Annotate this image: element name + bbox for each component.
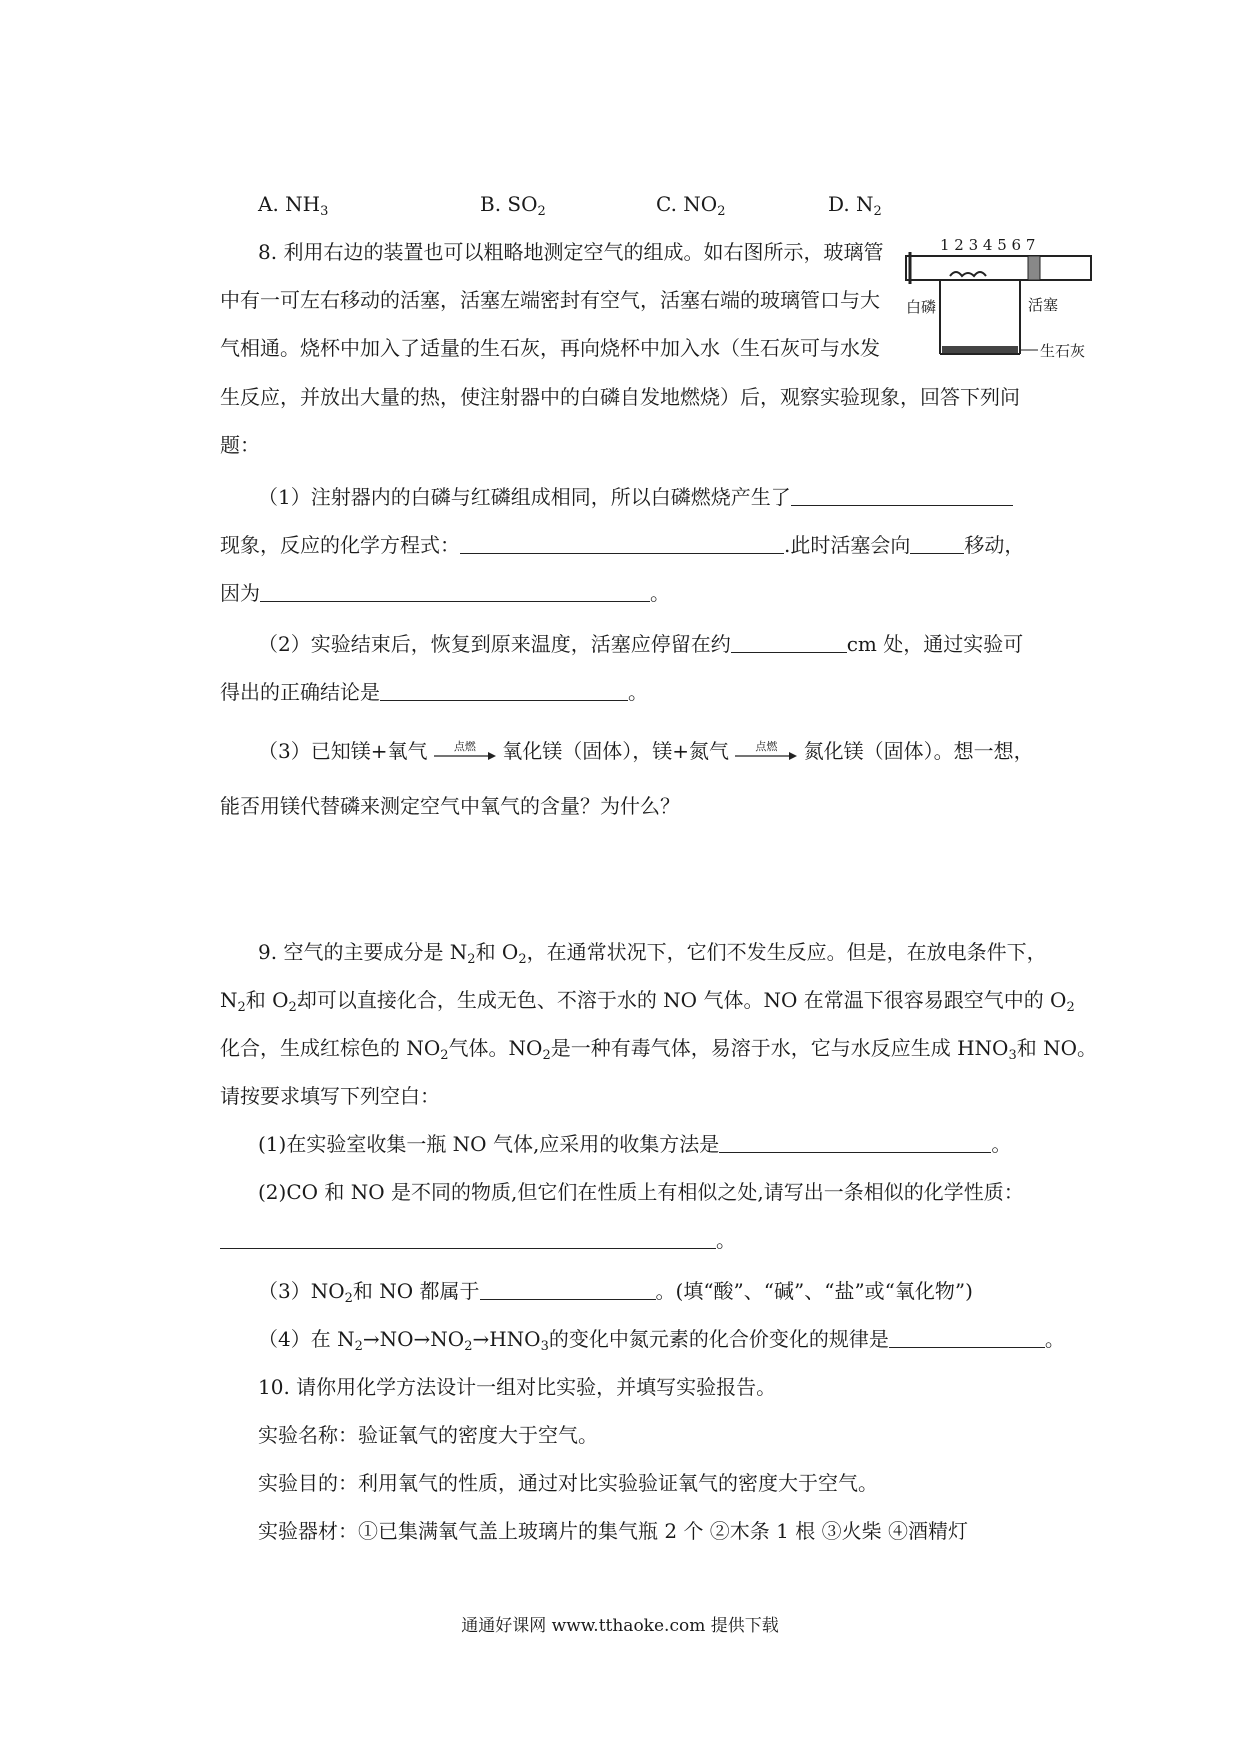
q9-part4-text-a: （4）在 N: [258, 1327, 355, 1351]
answer-blank-9-4[interactable]: [889, 1327, 1045, 1348]
q9-l1-b: 和 O: [475, 940, 519, 964]
option-c-sub: 2: [717, 204, 726, 219]
q9-part1-text-a: (1)在实验室收集一瓶 NO 气体,应采用的收集方法是: [258, 1132, 720, 1156]
q8-part1-line-2: [220, 533, 1024, 557]
answer-blank-8-1d[interactable]: [260, 581, 650, 602]
answer-blank-8-2a[interactable]: [731, 632, 847, 653]
option-d-sub: 2: [873, 204, 882, 219]
q8-part2-line-1: [258, 632, 1023, 656]
sub-2: 2: [464, 1339, 473, 1354]
q9-part4-text-c: →HNO: [472, 1327, 541, 1351]
answer-blank-8-1c[interactable]: [910, 533, 964, 554]
q8-line-5: 题：: [220, 433, 260, 457]
apparatus-figure: [900, 236, 1100, 366]
q9-line-1: [258, 940, 1047, 967]
sub-2: 2: [288, 1000, 297, 1015]
q9-part4-text-b: →NO→NO: [362, 1327, 465, 1351]
figure-scale: 1 2 3 4 5 6 7: [940, 236, 1036, 254]
q8-part1-text-b: 现象，反应的化学方程式：: [220, 533, 460, 557]
q10-line-2: 实验名称：验证氧气的密度大于空气。: [258, 1423, 598, 1447]
q8-part1-line-1: [258, 485, 1013, 509]
q8-part2-text-d: 。: [628, 680, 648, 704]
q10-line-1: 10. 请你用化学方法设计一组对比实验，并填写实验报告。: [258, 1375, 777, 1399]
q9-l1-a: 9. 空气的主要成分是 N: [258, 940, 468, 964]
sub-2: 2: [518, 952, 527, 967]
q8-part1-text-f: 。: [650, 581, 670, 605]
q8-line-2: 中有一可左右移动的活塞，活塞左端密封有空气，活塞右端的玻璃管口与大: [220, 288, 880, 312]
q9-part2-line-1: (2)CO 和 NO 是不同的物质,但它们在性质上有相似之处,请写出一条相似的化学性质：: [258, 1180, 1024, 1204]
q9-part3-text-a: （3）NO: [258, 1279, 345, 1303]
page-footer: 通通好课网 www.tthaoke.com 提供下载: [461, 1616, 779, 1636]
q9-part1-text-b: 。: [991, 1132, 1012, 1156]
sub-2: 2: [467, 952, 476, 967]
q9-part3-text-b: 和 NO 都属于: [352, 1279, 480, 1303]
sub-2: 2: [354, 1339, 363, 1354]
option-a: [258, 192, 329, 219]
q8-part1-text-e: 因为: [220, 581, 260, 605]
q9-part4: [258, 1327, 1065, 1354]
q8-part3-text-b: 氧化镁（固体），镁+氮气: [502, 739, 729, 763]
q9-l3-b: 气体。NO: [448, 1036, 543, 1060]
reaction-arrow-2: [735, 741, 797, 765]
q9-l2-a: N: [220, 988, 238, 1012]
option-b-text: B. SO: [480, 192, 538, 216]
answer-blank-8-1b[interactable]: [460, 533, 784, 554]
q9-l2-b: 和 O: [245, 988, 289, 1012]
q9-part4-text-e: 。: [1044, 1327, 1065, 1351]
q9-part2-line-2: [220, 1228, 736, 1252]
answer-blank-8-1a[interactable]: [791, 485, 1013, 506]
q9-l3-d: 和 NO。: [1016, 1036, 1097, 1060]
option-d-text: D. N: [828, 192, 874, 216]
q9-line-2: [220, 988, 1075, 1015]
figure-label-piston: 活塞: [1028, 296, 1059, 314]
q9-part4-text-d: 的变化中氮元素的化合价变化的规律是: [548, 1327, 889, 1351]
q9-part2-text-b: 。: [716, 1228, 736, 1252]
q9-part3: [258, 1279, 973, 1306]
figure-label-white-phosphorus: 白磷: [906, 298, 937, 316]
option-c: [656, 192, 726, 219]
answer-blank-9-2[interactable]: [220, 1228, 716, 1249]
q10-line-4: 实验器材：①已集满氧气盖上玻璃片的集气瓶 2 个 ②木条 1 根 ③火柴 ④酒精灯: [258, 1519, 968, 1543]
reaction-condition-2: 点燃: [755, 739, 778, 753]
sub-2: 2: [237, 1000, 246, 1015]
figure-label-quicklime: 生石灰: [1040, 342, 1086, 360]
q9-part3-text-c: 。(填“酸”、“碱”、“盐”或“氧化物”): [655, 1279, 973, 1303]
q8-part1-text-d: 移动，: [964, 533, 1025, 557]
q8-part2-text-b: cm 处，通过实验可: [846, 632, 1024, 656]
q8-part3-text-a: （3）已知镁+氧气: [258, 739, 428, 763]
q8-part2-line-2: [220, 680, 648, 704]
q9-l1-c: ，在通常状况下，它们不发生反应。但是，在放电条件下，: [526, 940, 1047, 964]
option-a-sub: 3: [320, 204, 329, 219]
q8-line-4: 生反应，并放出大量的热，使注射器中的白磷自发地燃烧）后，观察实验现象，回答下列问: [220, 385, 1020, 409]
arrow-icon: [735, 751, 797, 761]
option-b: [480, 192, 546, 219]
q8-part1-text-a: （1）注射器内的白磷与红磷组成相同，所以白磷燃烧产生了: [258, 485, 791, 509]
sub-2: 2: [344, 1291, 353, 1306]
answer-blank-8-2b[interactable]: [380, 680, 628, 701]
q10-line-3: 实验目的：利用氧气的性质，通过对比实验验证氧气的密度大于空气。: [258, 1471, 878, 1495]
option-d: [828, 192, 882, 219]
answer-blank-9-3[interactable]: [480, 1279, 656, 1300]
sub-3: 3: [540, 1339, 549, 1354]
q8-part3-line-1: [258, 739, 1034, 765]
arrow-icon: [434, 751, 496, 761]
q9-line-4: 请按要求填写下列空白：: [220, 1084, 440, 1108]
q9-part1: [258, 1132, 1011, 1156]
q8-line-1: 8. 利用右边的装置也可以粗略地测定空气的组成。如右图所示，玻璃管: [258, 240, 884, 264]
option-a-text: A. NH: [258, 192, 321, 216]
reaction-arrow-1: [434, 741, 496, 765]
q9-l3-a: 化合，生成红棕色的 NO: [220, 1036, 441, 1060]
q8-part3-text-c: 氮化镁（固体）。想一想，: [803, 739, 1034, 763]
q8-part1-text-c: .此时活塞会向: [784, 533, 911, 557]
q8-part1-line-3: [220, 581, 670, 605]
q9-l2-c: 却可以直接化合，生成无色、不溶于水的 NO 气体。NO 在常温下很容易跟空气中的 O: [296, 988, 1067, 1012]
sub-2: 2: [440, 1048, 449, 1063]
sub-2: 2: [1066, 1000, 1075, 1015]
q8-part2-text-a: （2）实验结束后，恢复到原来温度，活塞应停留在约: [258, 632, 731, 656]
q9-l3-c: 是一种有毒气体，易溶于水，它与水反应生成 HNO: [550, 1036, 1009, 1060]
q9-line-3: [220, 1036, 1097, 1063]
q8-line-3: 气相通。烧杯中加入了适量的生石灰，再向烧杯中加入水（生石灰可与水发: [220, 336, 880, 360]
sub-3: 3: [1008, 1048, 1017, 1063]
option-c-text: C. NO: [656, 192, 718, 216]
option-b-sub: 2: [537, 204, 546, 219]
q8-part2-text-c: 得出的正确结论是: [220, 680, 380, 704]
answer-blank-9-1[interactable]: [719, 1132, 991, 1153]
sub-2: 2: [542, 1048, 551, 1063]
q8-part3-line-2: 能否用镁代替磷来测定空气中氧气的含量？为什么？: [220, 794, 680, 818]
reaction-condition-1: 点燃: [453, 739, 476, 753]
